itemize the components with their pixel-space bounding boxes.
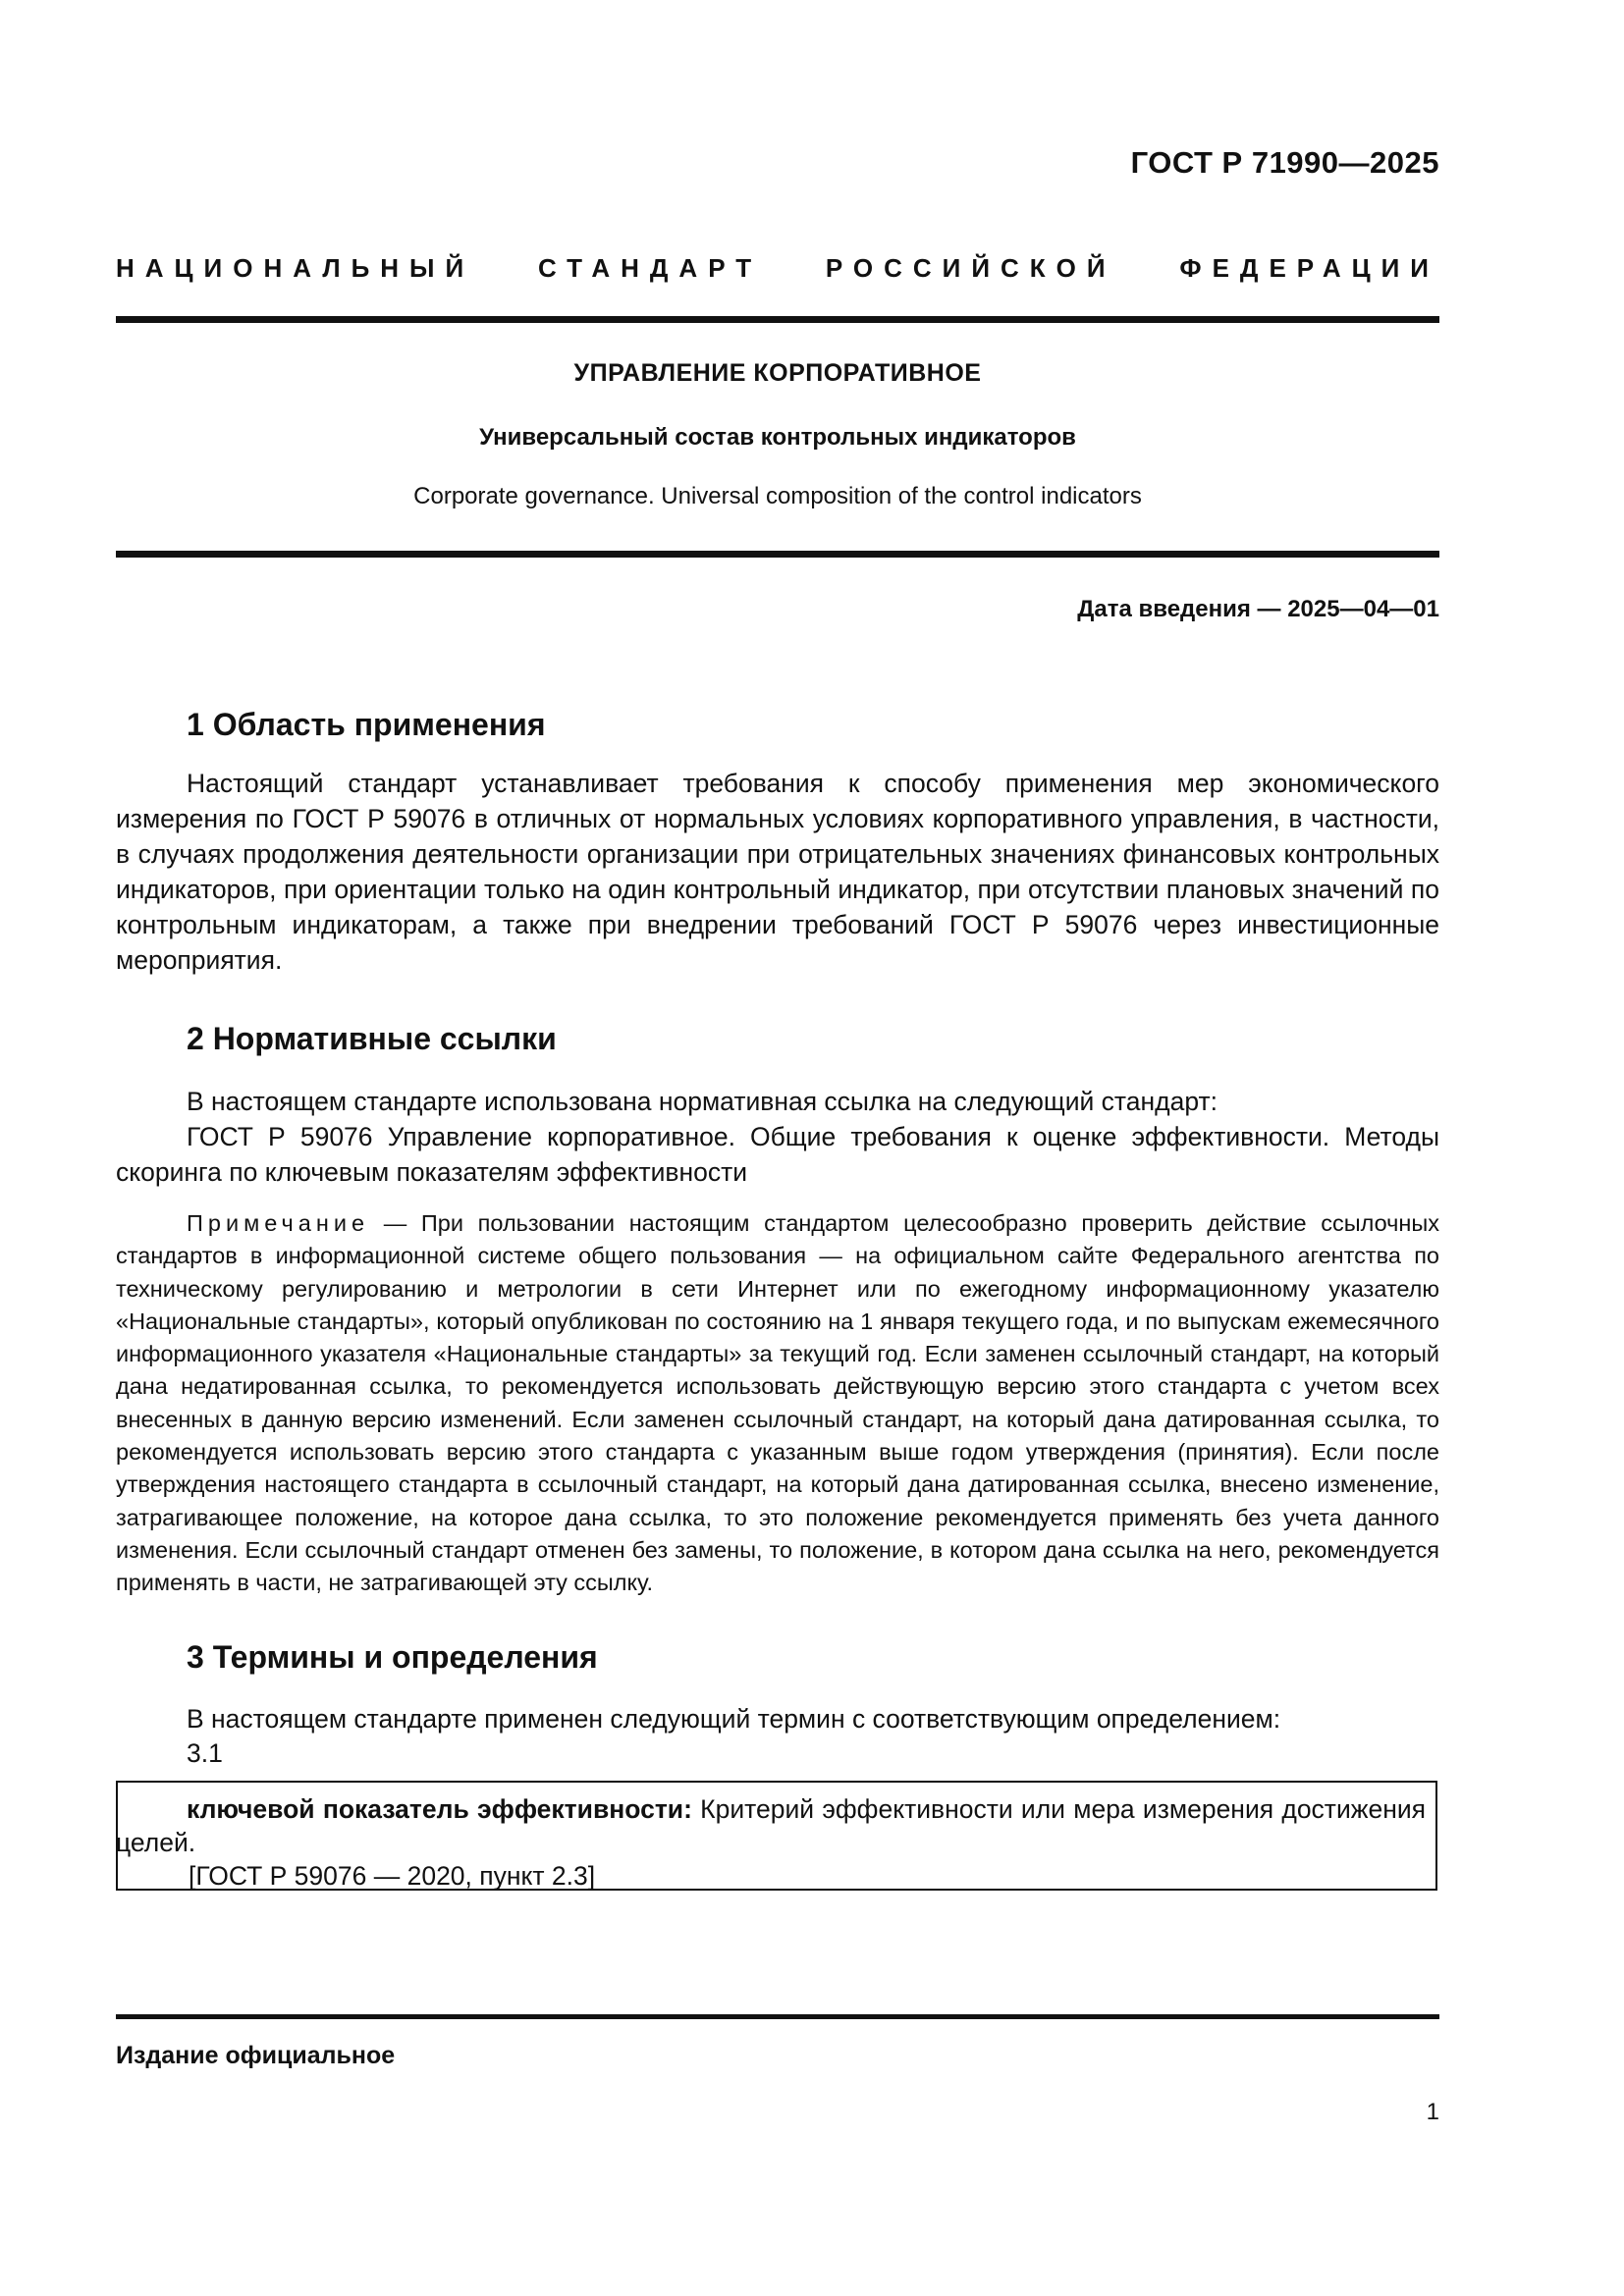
scope-paragraph: Настоящий стандарт устанавливает требования к способу применения мер экономического измерения по ГОСТ Р 59076 в отличных от нормальных условиях корпоративного управления, в частности, в случаях продолжения деятельности организации при отрицательных значениях финансовых контрольных индикаторов, при ориентации только на один контрольный индикатор, при отсутствии плановых значений по контрольным индикаторам, а также при внедрении требований ГОСТ Р 59076 через инвестиционные мероприятия. [116,769,1439,975]
national-standard-title: НАЦИОНАЛЬНЫЙ СТАНДАРТ РОССИЙСКОЙ ФЕДЕРАЦИИ [116,253,1439,283]
term-source: [ГОСТ Р 59076 — 2020, пункт 2.3] [189,1861,596,1891]
english-title: Corporate governance. Universal composition of the control indicators [413,483,1142,509]
section-heading-normative-references: 2 Нормативные ссылки [187,1021,557,1056]
reference-item: ГОСТ Р 59076 Управление корпоративное. Общие требования к оценке эффективности. Методы скоринга по ключевым показателям эффективности [116,1122,1439,1187]
note-text: — При пользовании настоящим стандартом целесообразно проверить действие ссылочных стандартов в информационной системе общего пользования — на официальном сайте Федерального агентства по техническому регулированию и метрологии в сети Интернет или по ежегодному информационному указателю «Национальные стандарты», который опубликован по состоянию на 1 января текущего года, и по выпускам ежемесячного информационного указателя «Национальные стандарты» за текущий год. Если заменен ссылочный стандарт, на который дана недатированная ссылка, то рекомендуется использовать действующую версию этого стандарта с учетом всех внесенных в данную версию изменений. Если заменен ссылочный стандарт, на который дана датированная ссылка, то рекомендуется использовать версию этого стандарта с указанным выше годом утверждения (принятия). Если после утверждения настоящего стандарта в ссылочный стандарт, на который дана датированная ссылка, внесено изменение, затрагивающее положение, на которое дана ссылка, то это положение рекомендуется применять без учета данного изменения. Если ссылочный стандарт отменен без замены, то положение, в котором дана ссылка на него, рекомендуется применять в части, не затрагивающей эту ссылку. [116,1210,1439,1596]
header-divider [116,316,1439,323]
term-definition [116,1792,1426,1859]
note-label: Примечание [187,1210,370,1236]
term-definition-text: Критерий эффективности или мера измерения достижения целей. [116,1794,1426,1857]
official-edition-label: Издание официальное [116,2042,396,2069]
standard-title: УПРАВЛЕНИЕ КОРПОРАТИВНОЕ [573,359,982,387]
terms-intro: В настоящем стандарте применен следующий термин с соответствующим определением: [187,1704,1281,1734]
footer-divider [116,2014,1439,2019]
standard-subtitle: Универсальный состав контрольных индикаторов [479,424,1076,451]
title-divider [116,551,1439,558]
term-name: ключевой показатель эффективности: [187,1794,692,1824]
term-number: 3.1 [187,1738,223,1768]
references-note [116,1207,1439,1600]
term-definition-box [116,1781,1437,1891]
document-number: ГОСТ Р 71990—2025 [1130,145,1439,180]
page-number: 1 [1426,2099,1439,2125]
references-intro: В настоящем стандарте использована нормативная ссылка на следующий стандарт: [187,1087,1218,1116]
section-heading-scope: 1 Область применения [187,707,546,742]
section-heading-terms: 3 Термины и определения [187,1639,598,1675]
introduction-date: Дата введения — 2025—04—01 [1077,596,1439,622]
